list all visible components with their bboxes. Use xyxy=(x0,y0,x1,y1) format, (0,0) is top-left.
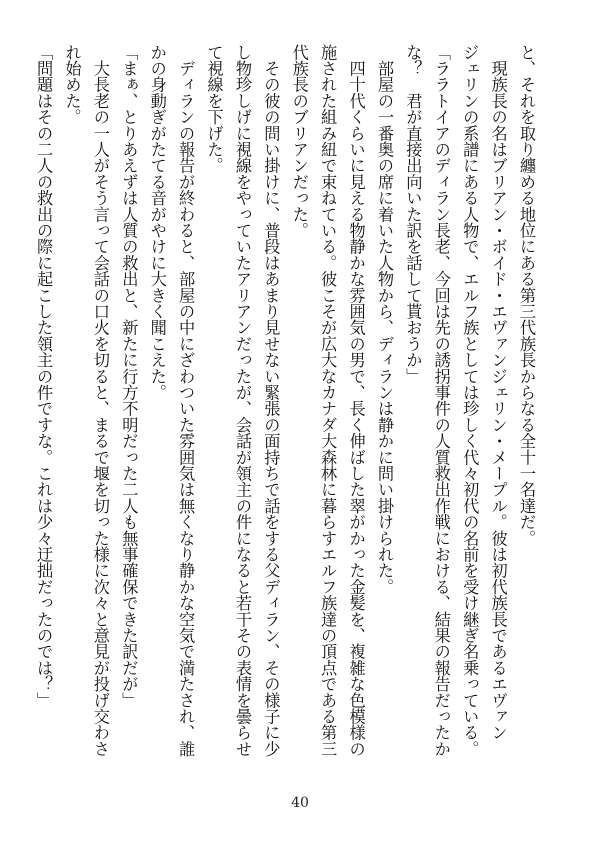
vertical-text-body xyxy=(34,44,540,757)
text-line-7: 四十代くらいに見える物静かな雰囲気の男で、長く伸ばした翠がかった金髪を、複雑な色模様の xyxy=(346,44,366,757)
text-line-11: し物珍しげに視線をやっていたアリアンだったが、会話が領主の件になると若干その表情を曇らせ xyxy=(232,44,252,757)
page-number: 40 xyxy=(291,795,309,811)
text-line-2: 現族長の名はブリアン・ボイド・エヴァンジェリン・メープル。彼は初代族長であるエヴァン xyxy=(488,44,508,741)
text-line-12: て視線を下げた。 xyxy=(204,44,224,174)
text-line-15: 「まぁ、とりあえずは人質の救出と、新たに行方不明だった二人も無事確保できた訳だが」 xyxy=(119,44,139,709)
text-line-6: 部屋の一番奥の席に着いた人物から、ディランは静かに問い掛けられた。 xyxy=(374,44,394,595)
text-line-8: 施された組み紐で束ねている。彼こそが広大なカナダ大森林に暮らすエルフ族達の頂点である第三 xyxy=(318,44,338,757)
text-line-16: 大長老の一人がそう言って会話の口火を切ると、まるで堰を切った様に次々と意見が投げ交わさ xyxy=(90,44,110,757)
text-line-9: 代族長のブリアンだった。 xyxy=(289,44,309,239)
text-line-17: れ始めた。 xyxy=(62,44,82,125)
text-line-13: ディランの報告が終わると、部屋の中にざわついた雰囲気は無くなり静かな空気で満たされ、誰 xyxy=(176,44,196,757)
text-line-5: な？ 君が直接出向いた訳を話して貰おうか」 xyxy=(403,44,423,385)
text-line-10: その彼の問い掛けに、普段はあまり見せない緊張の面持ちで話をする父ディラン、その様子に少 xyxy=(261,44,281,757)
text-line-18: 「問題はその二人の救出の際に起こした領主の件ですな。これは少々迂拙だったのでは？」 xyxy=(34,44,54,709)
text-line-4: 「ララトイアのディラン長老、今回は先の誘拐事件の人質救出作戦における、結果の報告だったか xyxy=(431,44,451,757)
text-line-14: かの身動ぎがたてる音がやけに大きく聞こえた。 xyxy=(147,44,167,401)
text-line-1: と、それを取り纏める地位にある第三代族長からなる全十一名達だ。 xyxy=(517,44,536,547)
text-line-3: ジェリンの系譜にある人物で、エルフ族としては珍しく代々初代の名前を受け継ぎ名乗っている。 xyxy=(460,44,480,757)
